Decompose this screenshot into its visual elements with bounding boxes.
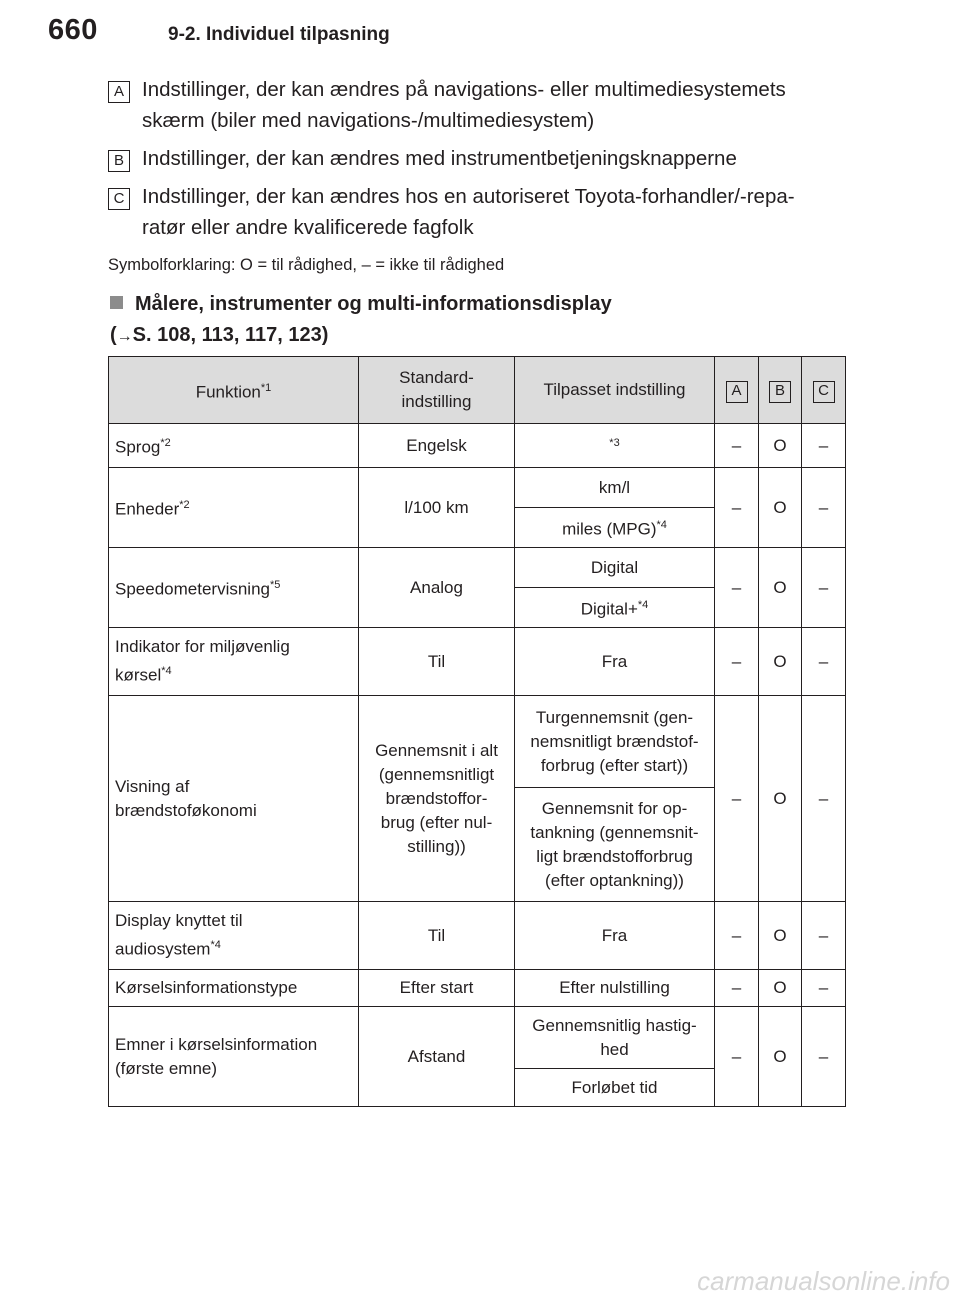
legend-b-line1: Indstillinger, der kan ændres med instrumentbetjeningsknapperne xyxy=(142,147,737,170)
table-row: Indikator for miljøvenlig kørsel$^{*4}$ Til Fra – O – xyxy=(109,628,846,696)
table-row: Digital+$^{*4}$ xyxy=(109,588,846,628)
table-row: Emner i kørselsinformation (første emne) Afstand Gennemsnitlig hastig- hed – O – xyxy=(109,1007,846,1069)
table-row: Kørselsinformationstype Efter start Efter nulstilling – O – xyxy=(109,970,846,1007)
arrow-right-icon: → xyxy=(116,328,133,345)
table-row: Visning af brændstoføkonomi Gennemsnit i alt (gennemsnitligt brændstoffor- brug (efter nul- stilling)) Turgennemsnit (gen- nemsnitligt brændstof- forbrug (efter start)) – O – xyxy=(109,696,846,788)
symbol-legend: Symbolforklaring: O = til rådighed, – = ikke til rådighed xyxy=(108,256,505,274)
square-bullet-icon xyxy=(110,296,123,309)
header-default: Standard- indstilling xyxy=(359,357,515,424)
header-function: Funktion$^{*1}$ xyxy=(109,357,359,424)
section-title: Målere, instrumenter og multi-informationsdisplay xyxy=(135,293,612,315)
table-header-row xyxy=(109,357,846,424)
legend-key-a: A xyxy=(108,81,130,103)
page-number: 660 xyxy=(48,14,98,46)
legend-key-b: B xyxy=(108,150,130,172)
table-row: Enheder$^{*2}$ l/100 km km/l – O – xyxy=(109,468,846,508)
legend-key-c: C xyxy=(108,188,130,210)
settings-table xyxy=(108,356,846,1107)
header-c: C xyxy=(802,357,846,424)
table-row: Forløbet tid xyxy=(109,1069,846,1107)
watermark: carmanualsonline.info xyxy=(697,1266,950,1296)
legend-a-line2: skærm (biler med navigations-/multimediesystem) xyxy=(142,109,595,132)
legend-c-line1: Indstillinger, der kan ændres hos en autoriseret Toyota-forhandler/-repa- xyxy=(142,185,795,208)
section-heading: Målere, instrumenter og multi-informationsdisplay (→S. 108, 113, 117, 123) xyxy=(110,293,612,346)
header-b: B xyxy=(759,357,802,424)
legend-a-line1: Indstillinger, der kan ændres på navigations- eller multimediesystemets xyxy=(142,78,786,101)
header-a: A xyxy=(715,357,759,424)
section-header: 9-2. Individuel tilpasning xyxy=(168,24,390,45)
legend-c-line2: ratør eller andre kvalificerede fagfolk xyxy=(142,216,474,239)
table-row: Speedometervisning$^{*5}$ Analog Digital – O – xyxy=(109,548,846,588)
table-row: Sprog$^{*2}$ Engelsk $^{*3}$ – O – xyxy=(109,424,846,468)
header-custom: Tilpasset indstilling xyxy=(515,357,715,424)
table-row: miles (MPG)$^{*4}$ xyxy=(109,508,846,548)
table-row: Gennemsnit for op- tankning (gennemsnit- ligt brændstofforbrug (efter optankning)) xyxy=(109,788,846,902)
section-ref: S. 108, 113, 117, 123) xyxy=(132,324,329,346)
table-row: Display knyttet til audiosystem$^{*4}$ Til Fra – O – xyxy=(109,902,846,970)
